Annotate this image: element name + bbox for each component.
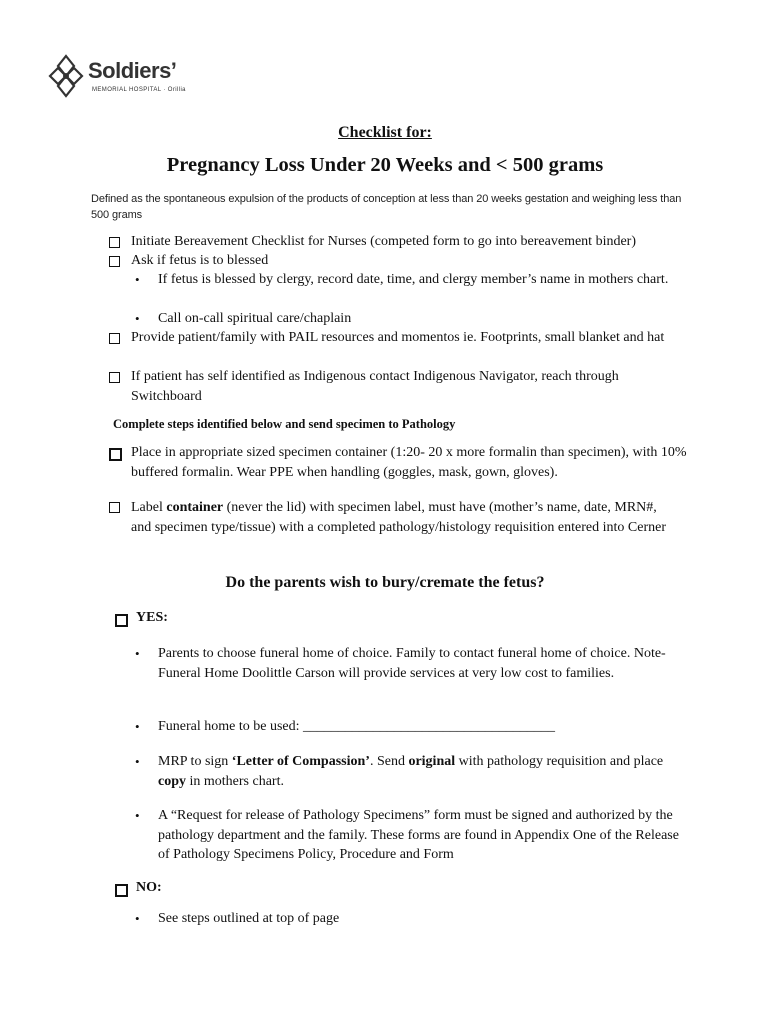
checklist-item-indigenous: If patient has self identified as Indigenous contact Indigenous Navigator, reach through Switchboard xyxy=(131,369,619,404)
page-heading: Pregnancy Loss Under 20 Weeks and < 500 grams xyxy=(166,154,604,176)
bullet-icon: • xyxy=(135,311,140,326)
checklist-item-blessing: Ask if fetus is to blessed xyxy=(131,253,269,268)
pathology-heading: Complete steps identified below and send specimen to Pathology xyxy=(113,417,456,431)
logo-emblem-icon xyxy=(46,52,86,100)
checklist-item-pail: Provide patient/family with PAIL resources and momentos ie. Footprints, small blanket and hat xyxy=(131,330,665,345)
bullet-icon: • xyxy=(135,808,140,823)
checklist-item-bereavement: Initiate Bereavement Checklist for Nurses (competed form to go into bereavement binder) xyxy=(131,234,636,249)
no-label: NO: xyxy=(136,880,162,895)
sub-item-clergy: If fetus is blessed by clergy, record date, time, and clergy member’s name in mothers chart. xyxy=(158,272,669,287)
sub-item-chaplain: Call on-call spiritual care/chaplain xyxy=(158,311,352,326)
bullet-icon: • xyxy=(135,911,140,926)
bullet-icon: • xyxy=(135,272,140,287)
checklist-title: Checklist for: xyxy=(338,124,432,141)
checkbox[interactable] xyxy=(109,333,120,344)
bullet-icon: • xyxy=(135,646,140,661)
yes-label: YES: xyxy=(136,610,168,625)
burial-question: Do the parents wish to bury/cremate the fetus? xyxy=(225,574,545,591)
checkbox[interactable] xyxy=(109,256,120,267)
yes-item-funeral-home: Funeral home to be used: ____________________________________ xyxy=(158,719,556,734)
yes-item-funeral-choice: Parents to choose funeral home of choice. Family to contact funeral home of choice. Note- Funeral Home Doolittle Carson will provide services at very low cost to families. xyxy=(158,646,666,681)
logo-name: Soldiers’ xyxy=(88,58,177,83)
checkbox-no[interactable] xyxy=(115,884,128,897)
checkbox[interactable] xyxy=(109,372,120,383)
pathology-step-container: Place in appropriate sized specimen container (1:20- 20 x more formalin than specimen), with 10% buffered formalin. Wear PPE when handling (goggles, mask, gown, gloves). xyxy=(131,445,687,480)
checkbox[interactable] xyxy=(109,448,122,461)
bullet-icon: • xyxy=(135,719,140,734)
yes-item-letter: MRP to sign ‘Letter of Compassion’. Send original with pathology requisition and place copy in mothers chart. xyxy=(158,754,664,789)
no-item-steps: See steps outlined at top of page xyxy=(158,911,340,926)
hospital-logo xyxy=(46,52,206,100)
yes-item-release-form: A “Request for release of Pathology Specimens” form must be signed and authorized by the pathology department and the family. These forms are found in Appendix One of the Release of Pathology Specimens Policy, Procedure and Form xyxy=(158,808,679,862)
bullet-icon: • xyxy=(135,754,140,769)
checkbox[interactable] xyxy=(109,502,120,513)
checkbox-yes[interactable] xyxy=(115,614,128,627)
pathology-step-label: Label container (never the lid) with specimen label, must have (mother’s name, date, MRN#, and specimen type/tissue) with a completed pathology/histology requisition entered into Cerner xyxy=(131,500,666,535)
checkbox[interactable] xyxy=(109,237,120,248)
definition-text: Defined as the spontaneous expulsion of the products of conception at less than 20 weeks gestation and weighing less than 500 grams xyxy=(91,193,682,221)
logo-subtitle: MEMORIAL HOSPITAL · Orillia xyxy=(92,87,186,93)
